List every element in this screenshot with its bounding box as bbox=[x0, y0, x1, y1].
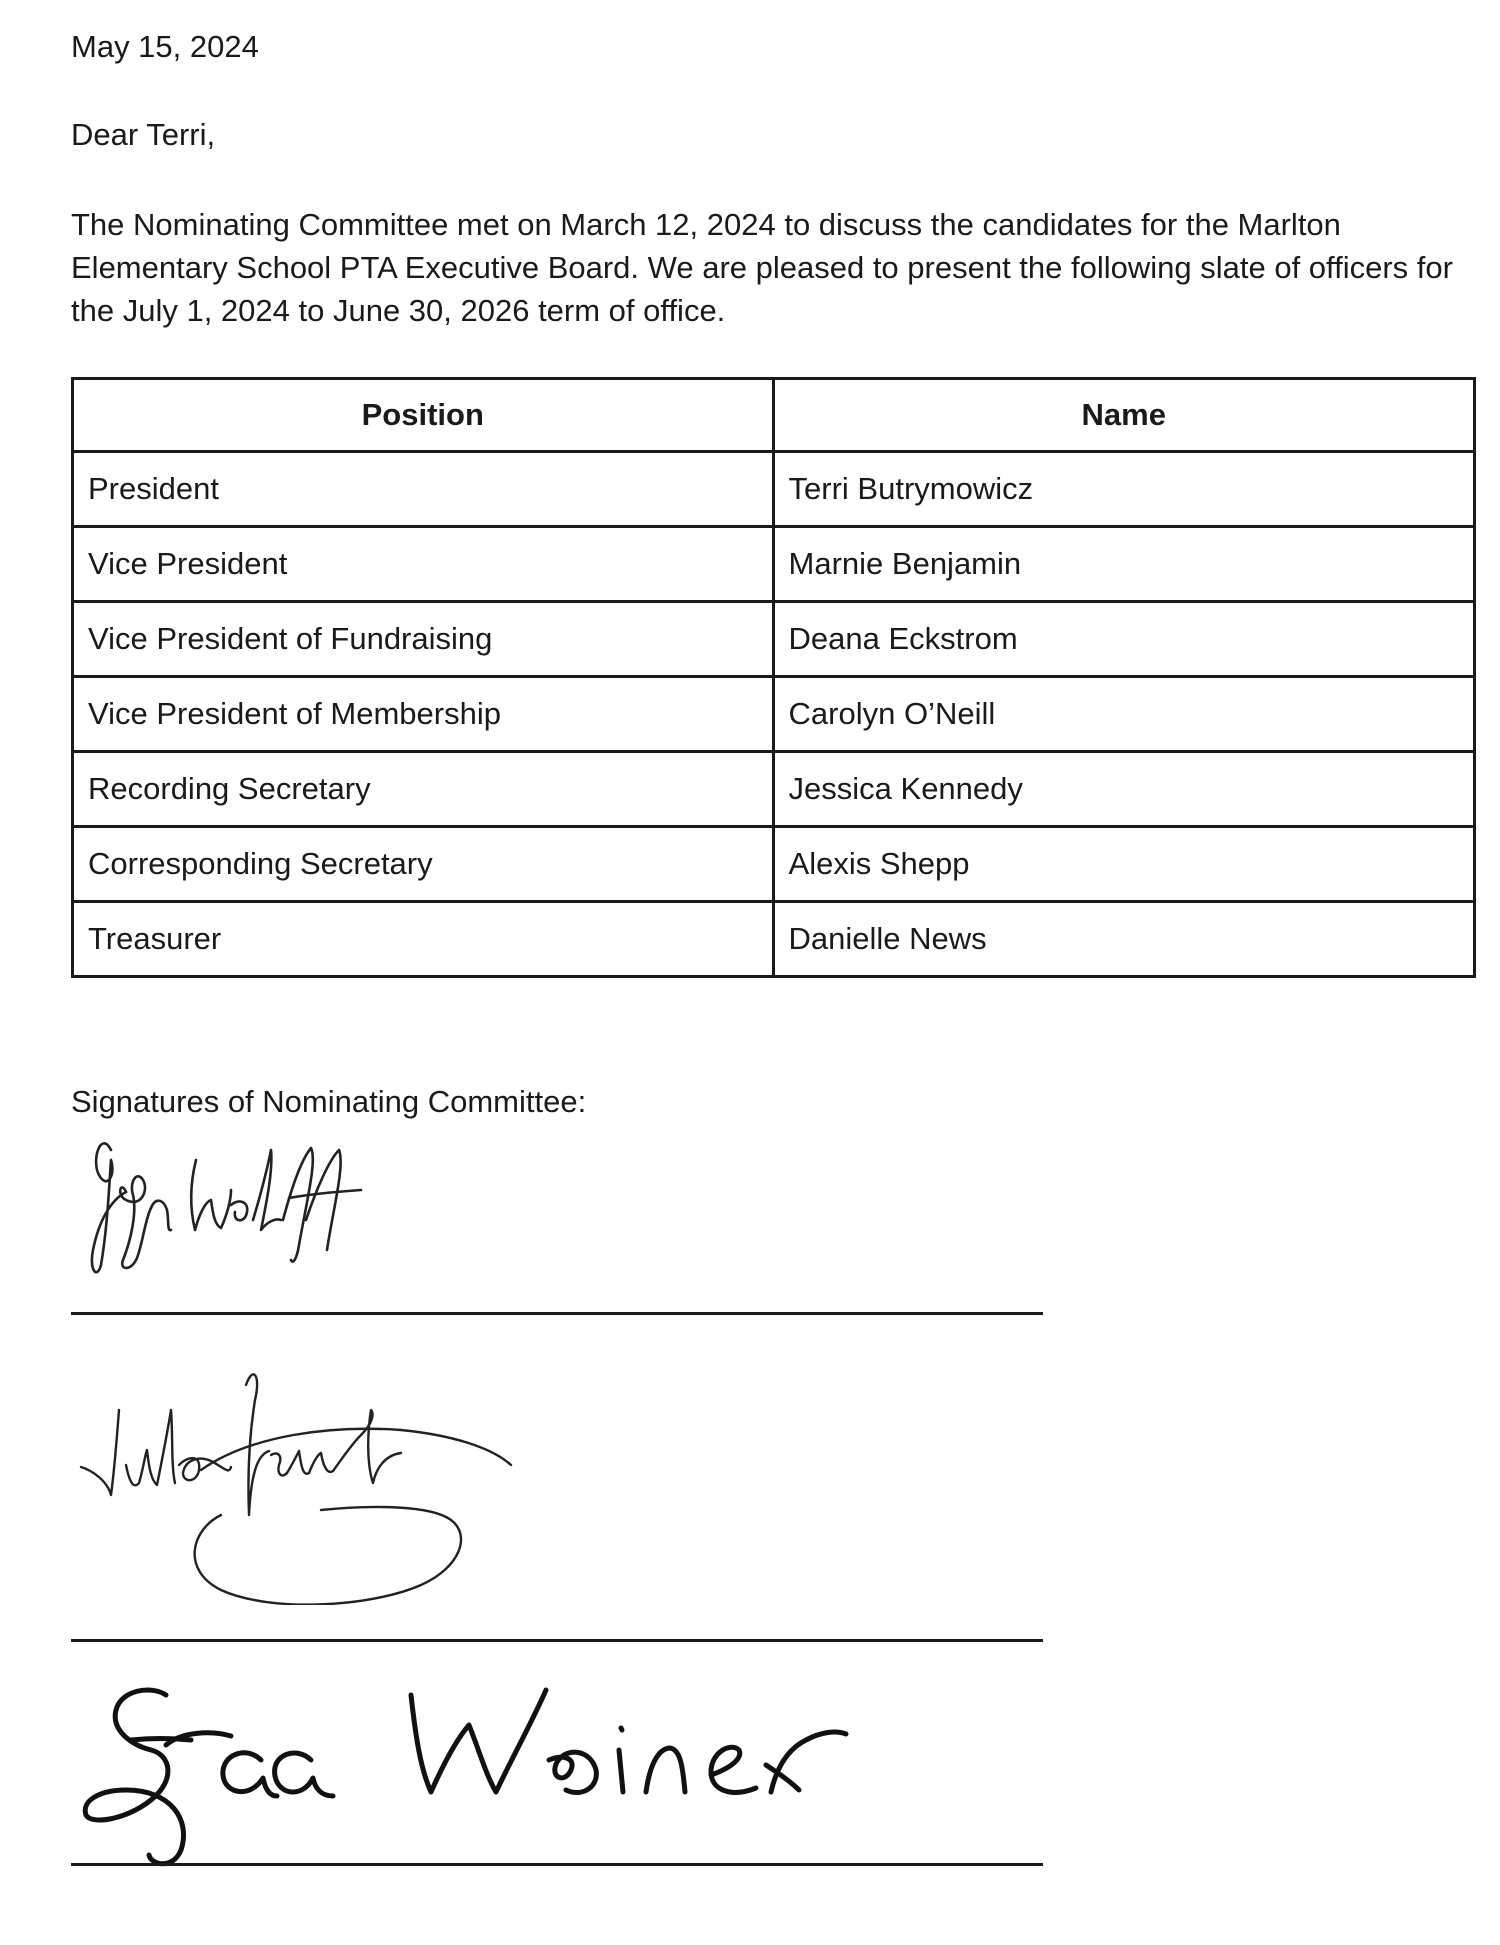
letter-body: The Nominating Committee met on March 12, 2024 to discuss the candidates for the Marlton Elementary School PTA Executive Board. We are pleased to present the following slate of officers for the July 1, 2024 to June 30, 2026 term of office. bbox=[71, 207, 1453, 328]
letter-date: May 15, 2024 bbox=[71, 29, 259, 64]
table-header-row bbox=[73, 379, 1475, 452]
position-cell: Vice President of Membership bbox=[73, 677, 774, 752]
position-cell: Recording Secretary bbox=[73, 752, 774, 827]
signatures-heading: Signatures of Nominating Committee: bbox=[71, 1084, 587, 1119]
name-cell: Danielle News bbox=[773, 902, 1474, 977]
signature-line-3 bbox=[71, 1863, 1043, 1866]
name-cell: Deana Eckstrom bbox=[773, 602, 1474, 677]
position-cell: Corresponding Secretary bbox=[73, 827, 774, 902]
table-row bbox=[73, 452, 1475, 527]
column-header-position: Position bbox=[73, 379, 774, 452]
officer-slate-table bbox=[71, 377, 1476, 978]
table-row bbox=[73, 677, 1475, 752]
salutation: Dear Terri, bbox=[71, 117, 216, 152]
position-cell: President bbox=[73, 452, 774, 527]
signature-3 bbox=[71, 1650, 931, 1875]
name-cell: Alexis Shepp bbox=[773, 827, 1474, 902]
signature-drawing bbox=[71, 1650, 931, 1875]
column-header-name: Name bbox=[773, 379, 1474, 452]
signature-line-1 bbox=[71, 1312, 1043, 1315]
table-row bbox=[73, 902, 1475, 977]
name-cell: Carolyn O’Neill bbox=[773, 677, 1474, 752]
signature-line-2 bbox=[71, 1639, 1043, 1642]
name-cell: Terri Butrymowicz bbox=[773, 452, 1474, 527]
name-cell: Marnie Benjamin bbox=[773, 527, 1474, 602]
position-cell: Vice President of Fundraising bbox=[73, 602, 774, 677]
table-row bbox=[73, 527, 1475, 602]
signature-drawing bbox=[71, 1355, 531, 1605]
table-row bbox=[73, 752, 1475, 827]
signature-drawing bbox=[71, 1120, 471, 1280]
table-row bbox=[73, 827, 1475, 902]
table-row bbox=[73, 602, 1475, 677]
signature-2 bbox=[71, 1355, 531, 1605]
name-cell: Jessica Kennedy bbox=[773, 752, 1474, 827]
position-cell: Vice President bbox=[73, 527, 774, 602]
position-cell: Treasurer bbox=[73, 902, 774, 977]
signature-1 bbox=[71, 1120, 471, 1280]
